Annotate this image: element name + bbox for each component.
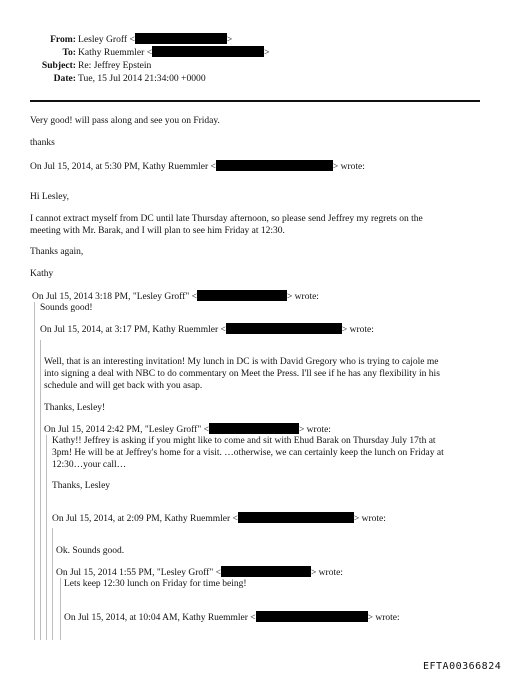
body-line: 12:30…your call… [52, 460, 127, 470]
quote-attribution [52, 512, 386, 526]
to-value: Kathy Ruemmler < [78, 47, 153, 58]
email-header-from [0, 33, 232, 46]
attribution-wrote: > wrote: [310, 568, 343, 578]
body-line: Thanks, Lesley! [44, 403, 106, 413]
to-label: To: [62, 47, 76, 58]
date-value: Tue, 15 Jul 2014 21:34:00 +0000 [78, 73, 206, 84]
email-header-subject [0, 59, 151, 72]
attribution-text: On Jul 15, 2014 2:42 PM, "Lesley Groff" < [44, 425, 209, 435]
quote-bar [34, 302, 35, 640]
quote-bar [52, 528, 53, 640]
date-label: Date: [53, 73, 76, 84]
attribution-text: On Jul 15, 2014 1:55 PM, "Lesley Groff" < [56, 568, 221, 578]
body-line: Sounds good! [40, 303, 93, 313]
attribution-wrote: > wrote: [286, 292, 319, 302]
quote-attribution [30, 160, 365, 174]
body-line: Kathy [30, 269, 54, 279]
body-line: meeting with Mr. Barak, and I will plan to see him Friday at 12:30. [30, 226, 285, 236]
body-line: Hi Lesley, [30, 192, 69, 202]
bates-number: EFTA00366824 [423, 661, 502, 672]
attribution-wrote: > wrote: [298, 425, 331, 435]
quote-bar [60, 578, 61, 640]
redaction-block [209, 423, 299, 434]
redaction-block [238, 512, 354, 523]
redaction-block [152, 46, 264, 57]
from-label: From: [50, 34, 76, 45]
redaction-block [135, 33, 227, 44]
body-line: thanks [30, 138, 55, 148]
body-line: Ok. Sounds good. [56, 546, 125, 556]
attribution-wrote: > wrote: [367, 613, 400, 623]
attribution-wrote: > wrote: [353, 514, 386, 524]
body-line: schedule and will get back with you asap. [44, 381, 203, 391]
body-line: Well, that is an interesting invitation! My lunch in DC is with David Gregory who is trying to cajole me [44, 357, 439, 367]
redaction-block [216, 160, 333, 171]
body-line: I cannot extract myself from DC until late Thursday afternoon, so please send Jeffrey my regrets on the [30, 214, 423, 224]
quote-attribution [64, 611, 400, 625]
email-header-to [0, 46, 270, 59]
redaction-block [221, 566, 311, 577]
body-line: Lets keep 12:30 lunch on Friday for time being! [64, 579, 247, 589]
attribution-wrote: > wrote: [341, 325, 374, 335]
subject-value: Re: Jeffrey Epstein [78, 60, 152, 71]
quote-attribution [40, 323, 374, 337]
email-header-date [0, 72, 206, 85]
quote-bar [40, 340, 41, 640]
body-line: Thanks again, [30, 247, 84, 257]
attribution-wrote: > wrote: [332, 162, 365, 172]
from-close: > [226, 34, 233, 45]
redaction-block [197, 290, 287, 301]
from-value: Lesley Groff < [78, 34, 135, 45]
subject-label: Subject: [41, 60, 76, 71]
attribution-text: On Jul 15, 2014, at 10:04 AM, Kathy Ruemmler < [64, 613, 256, 623]
header-divider [30, 100, 480, 102]
attribution-text: On Jul 15, 2014, at 5:30 PM, Kathy Ruemmler < [30, 162, 216, 172]
to-close: > [264, 47, 270, 58]
body-line: into signing a deal with NBC to do commentary on Meet the Press. I'll see if he has any flexibility in his [44, 369, 440, 379]
body-line: Kathy!! Jeffrey is asking if you might like to come and sit with Ehud Barak on Thursday July 17th at [52, 436, 436, 446]
redaction-block [226, 323, 342, 334]
attribution-text: On Jul 15, 2014, at 3:17 PM, Kathy Ruemmler < [40, 325, 226, 335]
body-line: 3pm! He will be at Jeffrey's home for a visit. …otherwise, we can certainly keep the lunch on Friday at [52, 448, 444, 458]
body-line: Very good! will pass along and see you on Friday. [30, 116, 220, 126]
body-line: Thanks, Lesley [52, 481, 111, 491]
redaction-block [256, 611, 368, 622]
attribution-text: On Jul 15, 2014, at 2:09 PM, Kathy Ruemmler < [52, 514, 238, 524]
quote-bar [46, 435, 47, 640]
attribution-text: On Jul 15, 2014 3:18 PM, "Lesley Groff" < [32, 292, 197, 302]
